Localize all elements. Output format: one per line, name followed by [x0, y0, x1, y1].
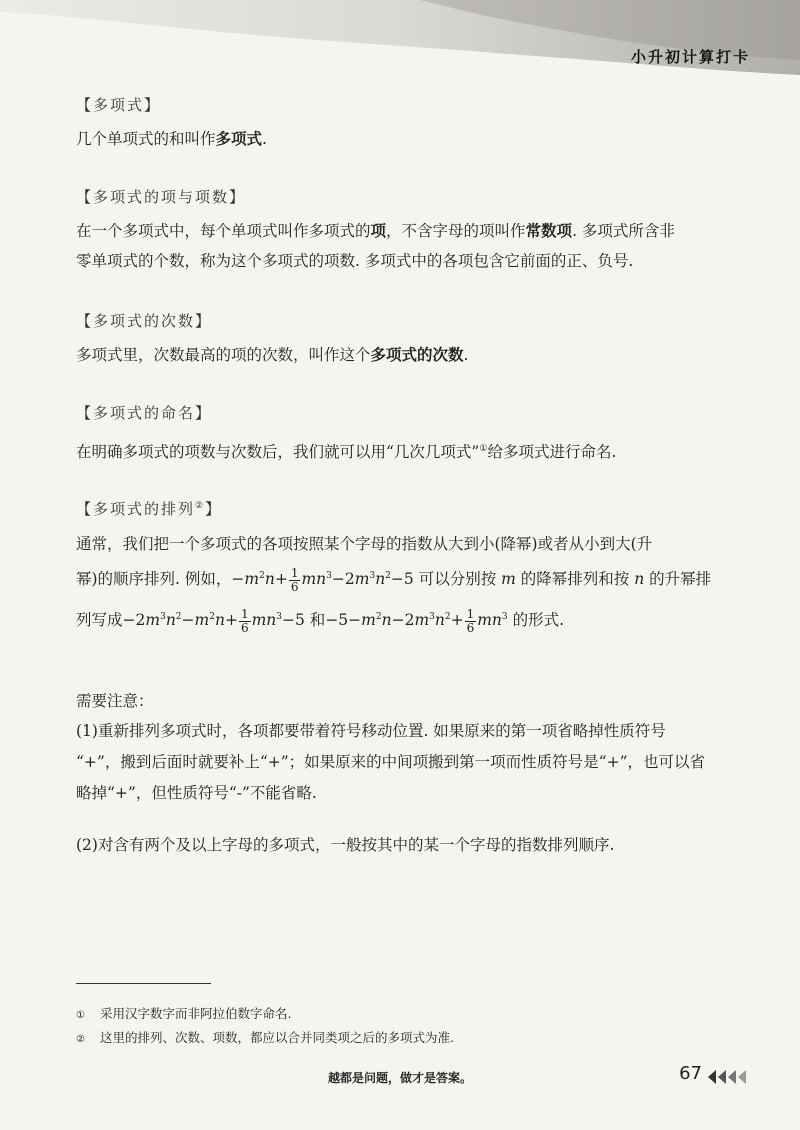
book-title: 小升初计算打卡 [630, 48, 750, 66]
notes-heading: 需要注意： [76, 692, 154, 710]
fraction-one-sixth-2: $\frac{1}{6}$ [240, 606, 249, 635]
definition-polynomial: 几个单项式的和叫作多项式. [76, 129, 267, 148]
section-heading-arrangement: 【多项式的排列②】 [76, 500, 223, 518]
footer-slogan: 越都是问题，做才是答案。 [327, 1071, 472, 1085]
section-heading-polynomial: 【多项式】 [76, 96, 162, 114]
footnote-2: ② 这里的排列、次数、项数，都应以合并同类项之后的多项式为准. [76, 1030, 454, 1045]
arrangement-paragraph: 通常，我们把一个多项式的各项按照某个字母的指数从大到小(降幂)或者从小到大(升 幂)的顺序排列. 例如，$-m^2n+$ $\frac{1}{6}$ $mn^3-2m^3n^2-5$ 可以分别按 m 的降幂排列和按 n 的升幂排 列写成$-2m^3n^2-m^2n+$ $\frac{1}{6}$ $mn^3-5$ 和$-5-m^2n-2m^3n^2+$ $\frac{1}{6}$ $mn^3$ 的形式. [76, 535, 712, 635]
double-chevron-left-icon [706, 1068, 750, 1086]
section-heading-naming: 【多项式的命名】 [76, 404, 213, 422]
definition-naming: 在明确多项式的项数与次数后，我们就可以用“几次几项式”①给多项式进行命名. [76, 443, 617, 462]
note-1: (1)重新排列多项式时，各项都要带着符号移动位置. 如果原来的第一项省略掉性质符号 “+”，搬到后面时就要补上“+”；如果原来的中间项搬到第一项而性质符号是“+”，也可以省 略掉“+”，但性质符号“-”不能省略. [76, 722, 706, 802]
definition-terms: 在一个多项式中，每个单项式叫作多项式的项，不含字母的项叫作常数项. 多项式所含非 零单项式的个数，称为这个多项式的项数. 多项式中的各项包含它前面的正、负号. [76, 221, 675, 270]
fraction-one-sixth-3: $\frac{1}{6}$ [466, 606, 475, 635]
header-decoration [0, 0, 800, 80]
note-2: (2)对含有两个及以上字母的多项式，一般按其中的某一个字母的指数排列顺序. [76, 836, 615, 854]
section-heading-degree: 【多项式的次数】 [76, 312, 213, 330]
footnote-divider [76, 983, 211, 984]
footnote-1: ① 采用汉字数字而非阿拉伯数字命名. [76, 1006, 292, 1021]
fraction-one-sixth: $\frac{1}{6}$ [290, 565, 299, 594]
section-heading-terms: 【多项式的项与项数】 [76, 188, 247, 206]
page-number: 67 [679, 1063, 702, 1084]
definition-degree: 多项式里，次数最高的项的次数，叫作这个多项式的次数. [76, 345, 469, 364]
